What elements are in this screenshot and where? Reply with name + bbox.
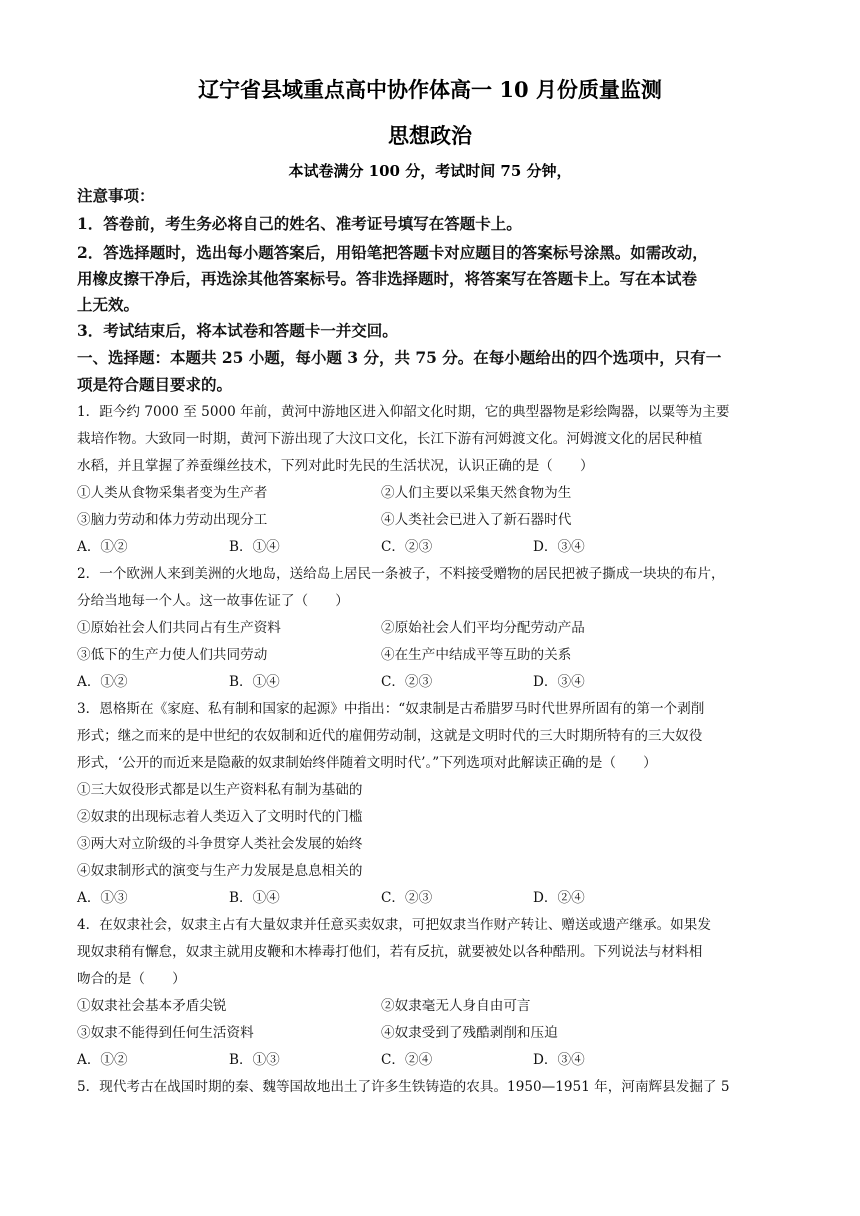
question-1-stem: 1．距今约 7000 至 5000 年前，黄河中游地区进入仰韶文化时期，它的典型器物是彩绘陶器，以粟等为主要 <box>77 404 730 420</box>
statement-item: ①人类从食物采集者变为生产者 <box>77 485 268 501</box>
choice-a: A．①② <box>77 674 128 690</box>
choice-b: B．①③ <box>229 1052 280 1068</box>
choice-d: D．③④ <box>533 1052 585 1068</box>
subject-title: 思想政治 <box>388 123 472 148</box>
statement-item: ③脑力劳动和体力劳动出现分工 <box>77 512 268 528</box>
choice-a: A．①② <box>77 539 128 555</box>
statement-item: ③奴隶不能得到任何生活资料 <box>77 1025 254 1041</box>
question-5-stem: 5．现代考古在战国时期的秦、魏等国故地出土了许多生铁铸造的农具。1950—1951 年，河南辉县发掘了 5 <box>77 1079 730 1095</box>
choice-d: D．③④ <box>533 539 585 555</box>
question-2-stem: 2．一个欧洲人来到美洲的火地岛，送给岛上居民一条被子，不料接受赠物的居民把被子撕成一块块的布片， <box>77 566 725 582</box>
notice-line: 1．答卷前，考生务必将自己的姓名、准考证号填写在答题卡上。 <box>77 214 522 233</box>
statement-item: ②奴隶毫无人身自由可言 <box>381 998 531 1014</box>
statement-item: ④奴隶制形式的演变与生产力发展是息息相关的 <box>77 863 363 879</box>
choice-a: A．①② <box>77 1052 128 1068</box>
score-info: 本试卷满分 100 分，考试时间 75 分钟， <box>288 162 572 180</box>
statement-item: ③两大对立阶级的斗争贯穿人类社会发展的始终 <box>77 836 363 852</box>
question-3-stem: 形式；继之而来的是中世纪的农奴制和近代的雇佣劳动制，这就是文明时代的三大时期所特有的三大奴役 <box>77 728 703 744</box>
exam-title: 辽宁省县域重点高中协作体高一 10 月份质量监测 <box>198 77 662 102</box>
question-1-stem: 水稻，并且掌握了养蚕缫丝技术，下列对此时先民的生活状况，认识正确的是（ ） <box>77 458 594 474</box>
statement-item: ③低下的生产力使人们共同劳动 <box>77 647 268 663</box>
statement-item: ②原始社会人们平均分配劳动产品 <box>381 620 585 636</box>
statement-item: ④人类社会已进入了新石器时代 <box>381 512 572 528</box>
choice-c: C．②③ <box>381 539 433 555</box>
choice-c: C．②③ <box>381 674 433 690</box>
question-3-stem: 形式，‘公开的而近来是隐蔽的奴隶制始终伴随着文明时代’。”下列选项对此解读正确的是（ ） <box>77 755 657 771</box>
section-heading: 项是符合题目要求的。 <box>77 375 233 394</box>
notice-heading: 注意事项： <box>77 186 155 205</box>
question-4-stem: 吻合的是（ ） <box>77 971 186 987</box>
statement-item: ①原始社会人们共同占有生产资料 <box>77 620 281 636</box>
question-1-stem: 栽培作物。大致同一时期，黄河下游出现了大汶口文化，长江下游有河姆渡文化。河姆渡文化的居民种植 <box>77 431 703 447</box>
notice-line: 用橡皮擦干净后，再选涂其他答案标号。答非选择题时，将答案写在答题卡上。写在本试卷 <box>77 269 698 288</box>
statement-item: ①三大奴役形式都是以生产资料私有制为基础的 <box>77 782 363 798</box>
question-3-stem: 3．恩格斯在《家庭、私有制和国家的起源》中指出：“奴隶制是古希腊罗马时代世界所固有的第一个剥削 <box>77 701 705 717</box>
notice-line: 3．考试结束后，将本试卷和答题卡一并交回。 <box>77 321 398 340</box>
statement-item: ④奴隶受到了残酷剥削和压迫 <box>381 1025 558 1041</box>
notice-line: 2．答选择题时，选出每小题答案后，用铅笔把答题卡对应题目的答案标号涂黑。如需改动， <box>77 243 708 262</box>
question-2-stem: 分给当地每一个人。这一故事佐证了（ ） <box>77 593 349 609</box>
choice-d: D．③④ <box>533 674 585 690</box>
statement-item: ②奴隶的出现标志着人类迈入了文明时代的门槛 <box>77 809 363 825</box>
question-4-stem: 4．在奴隶社会，奴隶主占有大量奴隶并任意买卖奴隶，可把奴隶当作财产转让、赠送或遗产继承。如果发 <box>77 917 711 933</box>
choice-c: C．②④ <box>381 1052 433 1068</box>
choice-d: D．②④ <box>533 890 585 906</box>
choice-b: B．①④ <box>229 539 280 555</box>
question-4-stem: 现奴隶稍有懈怠，奴隶主就用皮鞭和木棒毒打他们，若有反抗，就要被处以各种酷刑。下列说法与材料相 <box>77 944 703 960</box>
statement-item: ④在生产中结成平等互助的关系 <box>381 647 572 663</box>
notice-line: 上无效。 <box>77 295 140 314</box>
choice-b: B．①④ <box>229 890 280 906</box>
section-heading: 一、选择题：本题共 25 小题，每小题 3 分，共 75 分。在每小题给出的四个选项中，只有一 <box>77 348 722 367</box>
choice-a: A．①③ <box>77 890 128 906</box>
choice-c: C．②③ <box>381 890 433 906</box>
choice-b: B．①④ <box>229 674 280 690</box>
statement-item: ①奴隶社会基本矛盾尖锐 <box>77 998 227 1014</box>
statement-item: ②人们主要以采集天然食物为生 <box>381 485 572 501</box>
